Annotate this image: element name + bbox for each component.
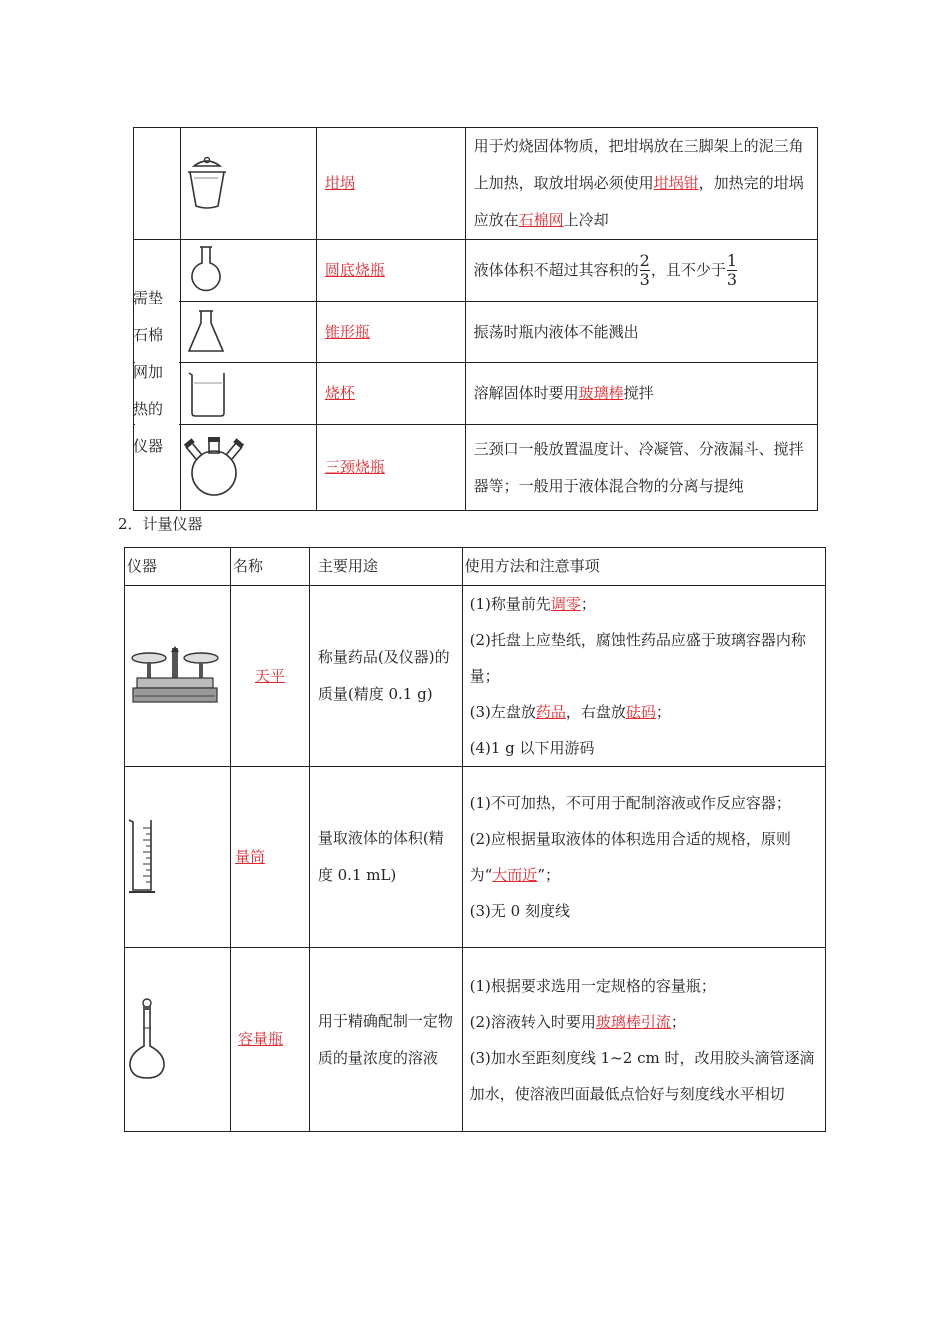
note-line: (3)无 0 刻度线 [469, 902, 570, 920]
balance-icon [129, 644, 230, 708]
main-use-text: 量取液体的体积(精度 0.1 mL) [317, 829, 444, 884]
usage-text: 上冷却 [563, 211, 609, 229]
beaker-icon [186, 369, 308, 419]
table-row [134, 425, 818, 511]
denominator: 3 [639, 270, 650, 290]
column-header: 主要用途 [309, 548, 462, 586]
volumetric-flask-icon [127, 998, 230, 1082]
fraction [727, 252, 737, 289]
main-use-cell [309, 586, 462, 767]
numerator: 2 [639, 251, 650, 271]
highlight-term: 大而近 [492, 866, 538, 884]
instrument-name: 圆底烧瓶 [324, 261, 385, 279]
highlight-term: 药品 [535, 703, 566, 721]
usage-text: 三颈口一般放置温度计、冷凝管、分液漏斗、搅拌器等；一般用于液体混合物的分离与提纯 [473, 439, 804, 495]
graduated-cylinder-icon [127, 818, 230, 896]
category-line: 需垫 [133, 289, 164, 307]
highlight-term: 坩埚钳 [653, 174, 699, 192]
numerator: 1 [726, 251, 738, 271]
note-line: (1)称量前先调零； [469, 595, 596, 613]
instrument-name-cell [316, 240, 465, 302]
round-bottom-flask-icon [186, 245, 308, 297]
note-line: (1)根据要求选用一定规格的容量瓶； [469, 976, 716, 995]
note-line: (3)左盘放药品，右盘放砝码； [469, 703, 671, 721]
highlight-term: 调零 [550, 595, 581, 613]
section-heading: 2．计量仪器 [118, 515, 203, 533]
instrument-name-cell [316, 302, 465, 363]
main-use-cell [309, 767, 462, 948]
usage-cell [465, 363, 817, 425]
highlight-term: 玻璃棒 [578, 384, 624, 402]
usage-cell [465, 240, 817, 302]
notes-cell [462, 767, 825, 948]
usage-cell [465, 128, 817, 240]
notes-cell [462, 586, 825, 767]
notes-cell [462, 948, 825, 1132]
usage-text: ，加热完的坩埚应放在 [473, 174, 804, 229]
table-row [125, 586, 826, 767]
category-label-overlay [133, 280, 173, 465]
instrument-image-cell [125, 586, 231, 767]
table-row [125, 767, 826, 948]
instrument-name-cell [230, 586, 309, 767]
main-use-text: 用于精确配制一定物质的量浓度的溶液 [317, 1011, 453, 1067]
category-line: 石棉 [133, 326, 164, 344]
table-row [125, 948, 826, 1132]
highlight-term: 玻璃棒引流 [595, 1012, 671, 1031]
instrument-name-cell [230, 767, 309, 948]
instrument-image-cell [125, 948, 231, 1132]
table-row [134, 240, 818, 302]
note-line: (2)托盘上应垫纸，腐蚀性药品应盛于玻璃容器内称量； [469, 631, 806, 685]
divider [180, 127, 181, 511]
measuring-instruments-table [124, 547, 826, 1132]
usage-text: ，且不少于 [650, 260, 726, 279]
instrument-name-cell [230, 948, 309, 1132]
fraction [640, 252, 650, 289]
column-header: 名称 [230, 548, 309, 586]
usage-text: 搅拌 [623, 384, 654, 402]
instrument-name: 量筒 [234, 847, 265, 866]
main-use-cell [309, 948, 462, 1132]
instrument-name: 烧杯 [324, 384, 355, 402]
column-header: 仪器 [125, 548, 231, 586]
crucible-icon [182, 154, 308, 214]
table-row [134, 302, 818, 363]
instrument-name: 天平 [254, 666, 285, 685]
note-line: (2)溶液转入时要用玻璃棒引流； [469, 1012, 686, 1031]
instrument-image-cell [125, 767, 231, 948]
instrument-name-cell [316, 363, 465, 425]
column-header: 使用方法和注意事项 [462, 548, 825, 586]
note-line: (4)1 g 以下用游码 [469, 739, 595, 757]
note-line: (2)应根据量取液体的体积选用合适的规格，原则为“大而近”； [469, 830, 791, 884]
usage-text: 液体体积不超过其容积的 [473, 260, 639, 279]
instrument-name: 容量瓶 [237, 1030, 283, 1048]
usage-text: 用于灼烧固体物质，把坩埚放在三脚架上的泥三角上加热，取放坩埚必须使用 [473, 137, 804, 192]
category-line: 网加 [133, 363, 164, 381]
highlight-term: 石棉网 [518, 211, 564, 229]
instrument-name: 锥形瓶 [324, 322, 370, 341]
main-use-text: 称量药品(及仪器)的质量(精度 0.1 g) [317, 648, 450, 703]
three-neck-flask-icon [182, 435, 308, 501]
usage-text: 溶解固体时要用 [473, 384, 579, 402]
conical-flask-icon [186, 309, 308, 355]
table-row [134, 363, 818, 425]
highlight-term: 砝码 [625, 703, 656, 721]
note-line: (3)加水至距刻度线 1~2 cm 时，改用胶头滴管逐滴加水，使溶液凹面最低点恰好与刻度线水平相切 [469, 1048, 815, 1103]
table-row [134, 128, 818, 240]
instrument-image-cell [134, 128, 317, 240]
category-line: 热的 [133, 400, 164, 418]
usage-cell [465, 302, 817, 363]
denominator: 3 [726, 270, 738, 290]
heating-apparatus-table [133, 127, 818, 511]
usage-text: 振荡时瓶内液体不能溅出 [473, 322, 639, 341]
note-line: (1)不可加热，不可用于配制溶液或作反应容器； [469, 794, 791, 812]
instrument-name: 坩埚 [324, 174, 355, 192]
instrument-name-cell [316, 128, 465, 240]
table-header-row [125, 548, 826, 586]
instrument-name: 三颈烧瓶 [324, 458, 385, 476]
category-line: 仪器 [133, 437, 164, 455]
instrument-name-cell [316, 425, 465, 511]
usage-cell [465, 425, 817, 511]
